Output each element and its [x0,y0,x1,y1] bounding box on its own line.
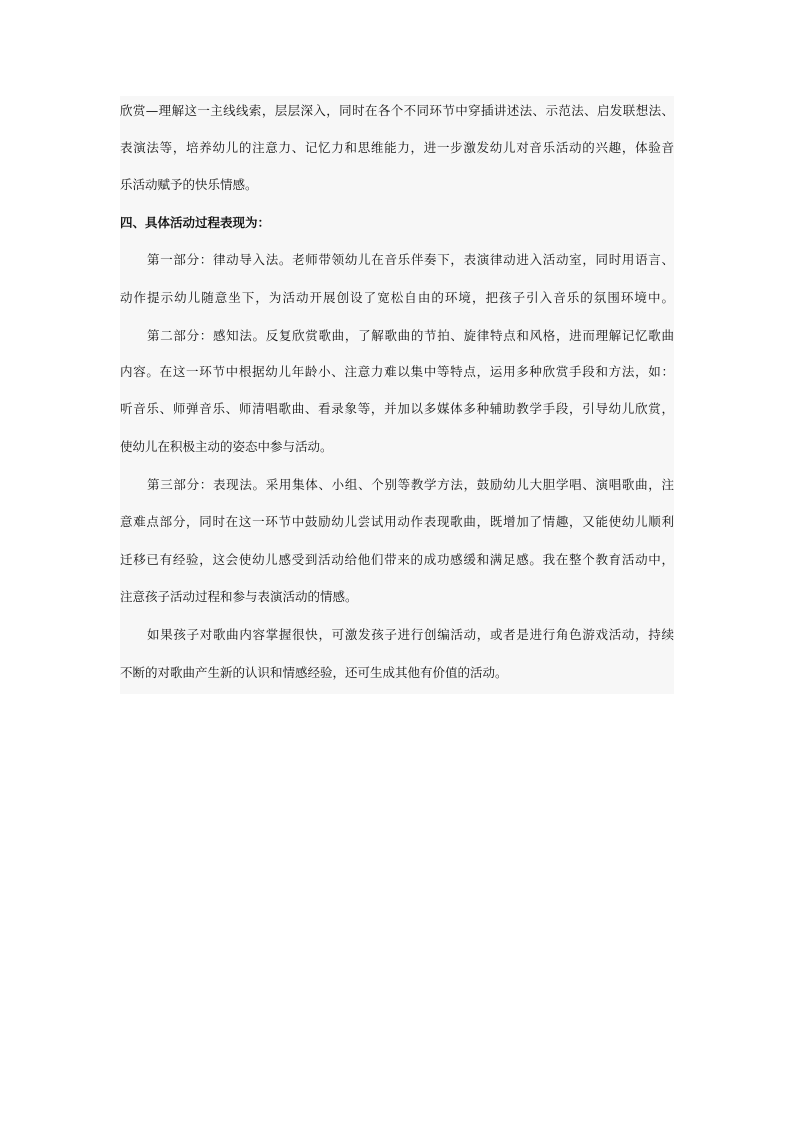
final-paragraph-line-1: 如果孩子对歌曲内容掌握很快，可激发孩子进行创编活动，或者是进行角色游戏活动，持续 [147,627,674,642]
part-2-line-3: 听音乐、师弹音乐、师清唱歌曲、看录象等，并加以多媒体多种辅助教学手段，引导幼儿欣赏， [120,401,674,416]
paragraph-1-line-1: 欣赏—理解这一主线线索，层层深入，同时在各个不同环节中穿插讲述法、示范法、启发联想法、 [120,103,674,118]
paragraph-1-line-3: 乐活动赋予的快乐情感。 [120,177,258,192]
section-heading: 四、具体活动过程表现为： [120,215,271,230]
part-3-line-1: 第三部分：表现法。采用集体、小组、个别等教学方法，鼓励幼儿大胆学唱、演唱歌曲，注 [147,477,674,492]
paragraph-1-line-2: 表演法等，培养幼儿的注意力、记忆力和思维能力，进一步激发幼儿对音乐活动的兴趣，体验音 [120,140,674,155]
part-3-line-4: 注意孩子活动过程和参与表演活动的情感。 [120,589,358,604]
part-2-line-2: 内容。在这一环节中根据幼儿年龄小、注意力难以集中等特点，运用多种欣赏手段和方法，如： [120,364,674,379]
part-3-line-3: 迁移已有经验，这会使幼儿感受到活动给他们带来的成功感缓和满足感。我在整个教育活动中， [120,552,674,567]
part-1-line-1: 第一部分：律动导入法。老师带领幼儿在音乐伴奏下，表演律动进入活动室，同时用语言、 [147,252,674,267]
document-text-block [120,96,674,694]
part-2-line-4: 使幼儿在积极主动的姿态中参与活动。 [120,439,333,454]
part-2-line-1: 第二部分：感知法。反复欣赏歌曲，了解歌曲的节拍、旋律特点和风格，进而理解记忆歌曲 [147,328,674,343]
final-paragraph-line-2: 不断的对歌曲产生新的认识和情感经验，还可生成其他有价值的活动。 [120,665,508,680]
part-3-line-2: 意难点部分，同时在这一环节中鼓励幼儿尝试用动作表现歌曲，既增加了情趣，又能使幼儿顺利 [120,514,674,529]
part-1-line-2: 动作提示幼儿随意坐下，为活动开展创设了宽松自由的环境，把孩子引入音乐的氛围环境中。 [120,290,674,305]
